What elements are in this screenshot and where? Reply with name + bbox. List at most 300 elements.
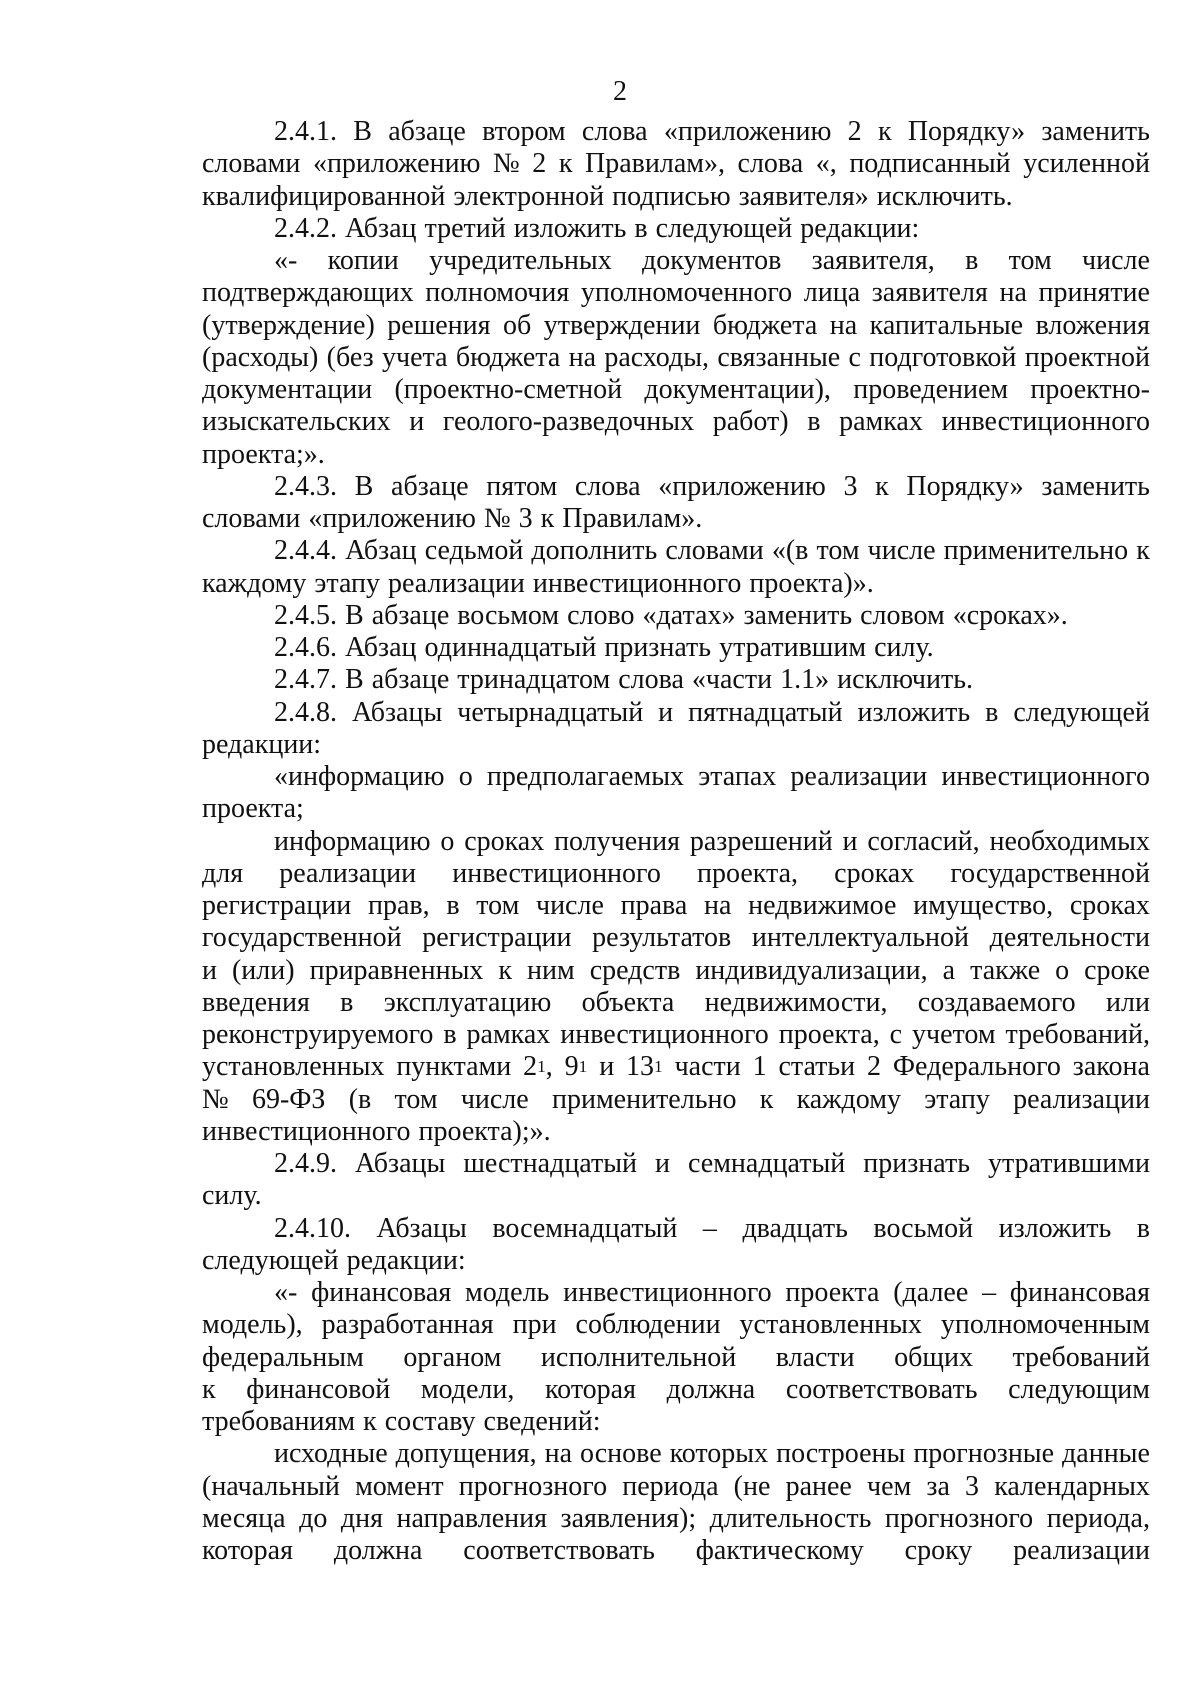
word: абзаце xyxy=(388,116,466,147)
text-line xyxy=(202,1438,1150,1470)
word: утратившими xyxy=(988,1148,1150,1179)
word: проекта; xyxy=(202,793,304,825)
word: словом xyxy=(860,599,945,631)
word: квалифицированной xyxy=(202,180,446,212)
text-line xyxy=(202,1084,1150,1116)
word: том xyxy=(816,535,860,567)
word: 2.4.5. xyxy=(274,599,337,631)
word: недвижимости, xyxy=(704,986,888,1018)
word: построены xyxy=(776,1438,906,1470)
word: проекта)». xyxy=(749,567,874,599)
text-line xyxy=(202,729,1150,761)
superscript: 1 xyxy=(578,1056,588,1076)
word: том xyxy=(1008,245,1052,276)
word: том xyxy=(476,890,520,921)
text-line xyxy=(202,826,1150,858)
word: власти xyxy=(775,1341,855,1373)
word: также xyxy=(970,954,1041,986)
word: 2.4.8. xyxy=(274,696,337,728)
text-line xyxy=(202,439,1150,471)
text-line xyxy=(202,1116,1150,1148)
text-line xyxy=(202,116,1150,148)
word: 2.4.9. xyxy=(274,1148,337,1179)
word: реализации xyxy=(388,567,525,599)
word: момент xyxy=(355,1470,444,1502)
word: подтверждающих xyxy=(202,277,414,309)
text-line xyxy=(202,890,1150,922)
word: деятельности xyxy=(989,922,1150,954)
word: проекта);». xyxy=(418,1115,551,1147)
word: составу xyxy=(384,1406,476,1437)
word: сведений: xyxy=(483,1406,601,1437)
word: заявителя xyxy=(871,277,988,309)
word: применительно xyxy=(943,535,1129,567)
word: к xyxy=(877,116,892,147)
word: Абзац xyxy=(345,535,417,567)
word: «приложению xyxy=(658,470,826,502)
word: 2.4.6. xyxy=(274,632,337,663)
word: и xyxy=(202,954,217,986)
word: абзаце xyxy=(371,599,450,631)
word: и xyxy=(655,1148,671,1179)
word: полномочия xyxy=(425,277,570,309)
word: словами xyxy=(665,535,764,567)
word: прогнозные xyxy=(913,1438,1055,1470)
text-line xyxy=(202,858,1150,890)
text-line xyxy=(202,697,1150,729)
word: следующей xyxy=(202,1244,339,1276)
word: «датах» xyxy=(642,599,736,631)
word: каждому xyxy=(796,1083,901,1115)
text-line xyxy=(202,1213,1150,1245)
word: втором xyxy=(482,116,566,147)
word: признать xyxy=(863,1148,971,1179)
word: введения xyxy=(202,986,310,1018)
word: проектной xyxy=(1024,341,1150,373)
word: третий xyxy=(424,212,506,244)
word: интеллектуальной xyxy=(751,922,970,954)
word: инвестиционного xyxy=(941,406,1150,438)
word: силу. xyxy=(202,1180,262,1212)
word: следующей xyxy=(655,212,793,244)
word: к xyxy=(202,1373,216,1405)
word: сроках xyxy=(464,825,545,857)
word: подписью xyxy=(612,180,731,212)
text-line xyxy=(202,955,1150,987)
word: допущения, xyxy=(395,1438,537,1470)
word: «приложению xyxy=(308,503,476,534)
word: к xyxy=(875,470,889,502)
word: подготовкой xyxy=(869,341,1017,373)
word: в xyxy=(985,696,999,728)
word: числе xyxy=(460,1083,529,1115)
word: проектно- xyxy=(1030,374,1150,405)
word: этапу xyxy=(314,567,381,599)
word: восемнадцатый xyxy=(492,1212,678,1244)
word: закона xyxy=(1072,1051,1150,1083)
word: (проектно-сметной xyxy=(394,374,623,405)
word: финансовой xyxy=(246,1373,391,1405)
word: установленных xyxy=(739,1309,922,1341)
word: учетом xyxy=(912,1019,996,1050)
word: В xyxy=(345,599,364,631)
word: № xyxy=(202,1083,229,1115)
word: пунктами xyxy=(396,1051,512,1083)
word: в xyxy=(807,406,821,438)
word: до xyxy=(299,1502,328,1534)
word: «, xyxy=(815,148,837,180)
word: Порядку» xyxy=(907,116,1026,147)
word: на xyxy=(568,341,597,373)
word: исполнительной xyxy=(540,1341,737,1373)
word: проекта xyxy=(785,1277,880,1308)
text-line xyxy=(202,1245,1150,1277)
word: реализации xyxy=(1013,1083,1150,1115)
word: при xyxy=(512,1309,557,1341)
text-line xyxy=(202,1503,1150,1535)
text-line xyxy=(202,632,1150,664)
word: решения xyxy=(387,309,491,341)
word: заменить xyxy=(743,599,853,631)
word: получения xyxy=(554,825,681,857)
word: – xyxy=(982,1277,997,1308)
word: редакции: xyxy=(800,212,920,244)
text-line xyxy=(202,1342,1150,1374)
word: инвестиционного xyxy=(532,567,742,599)
word: федеральным xyxy=(202,1341,364,1373)
word: заменить xyxy=(1041,116,1150,147)
word: заменить xyxy=(1041,470,1150,502)
word: о xyxy=(1055,954,1070,986)
word: копии xyxy=(327,245,399,276)
word: объекта xyxy=(581,986,675,1018)
word: разработанная xyxy=(321,1309,494,1341)
word: изложить xyxy=(998,1212,1112,1244)
word: числе xyxy=(867,535,936,567)
text-line xyxy=(202,374,1150,406)
word: о xyxy=(458,761,473,792)
word: документов xyxy=(642,245,782,276)
word: инвестиционного xyxy=(202,1115,411,1147)
word: тринадцатом xyxy=(457,664,611,696)
word: части xyxy=(674,1051,741,1083)
word: (без xyxy=(326,341,374,373)
word: реализации xyxy=(279,857,417,889)
text-line xyxy=(202,1019,1150,1051)
word: сроках xyxy=(834,857,915,889)
word: в xyxy=(340,986,354,1018)
word: Абзацы xyxy=(351,696,443,728)
word: дня xyxy=(340,1502,383,1534)
word: к xyxy=(363,1406,377,1437)
word: которая xyxy=(202,1535,293,1566)
word: вложения xyxy=(1035,309,1150,341)
word: документации), xyxy=(644,374,831,405)
word: расходы, xyxy=(604,341,710,373)
word: «части xyxy=(691,664,773,696)
word: «приложению xyxy=(663,116,832,147)
word: об xyxy=(503,309,532,341)
word: прав, xyxy=(367,890,430,921)
word: электронной xyxy=(453,180,605,212)
word: индивидуализации, xyxy=(695,954,928,986)
word: утратившим xyxy=(719,632,867,663)
word: слова xyxy=(737,148,804,180)
text-line xyxy=(202,342,1150,374)
word: основе xyxy=(580,1438,662,1470)
word: финансовая xyxy=(311,1277,452,1308)
word: и xyxy=(599,1051,615,1083)
word: редакции: xyxy=(202,728,322,760)
word: финансовая xyxy=(1009,1277,1150,1308)
word: за xyxy=(926,1470,950,1502)
word: редакции: xyxy=(346,1244,466,1276)
word: или xyxy=(1105,986,1150,1018)
word: модели, xyxy=(420,1373,515,1405)
word: 2.4.1. xyxy=(274,116,337,147)
word: В xyxy=(345,664,364,696)
word: и xyxy=(658,696,674,728)
word: слова xyxy=(618,664,684,696)
word: «приложению xyxy=(312,148,481,180)
superscript: 1 xyxy=(654,1056,663,1076)
word: Федерального xyxy=(892,1051,1061,1083)
word: чем xyxy=(867,1470,912,1502)
word: реконструируемого xyxy=(202,1019,434,1050)
word: ним xyxy=(527,954,575,986)
word: о xyxy=(440,825,455,857)
word: $9^1$ xyxy=(564,1051,588,1083)
word: 2.4.4. xyxy=(274,535,337,567)
word: реализации xyxy=(1013,1535,1150,1566)
text-line xyxy=(202,987,1150,1019)
word: абзаце xyxy=(391,470,469,502)
text-line xyxy=(202,1180,1150,1212)
text-line xyxy=(202,922,1150,954)
word: регистрации xyxy=(202,890,352,921)
word: к xyxy=(540,503,555,534)
word: абзаце xyxy=(371,664,450,696)
word: 2 xyxy=(532,148,547,180)
word: № xyxy=(483,503,511,534)
word: силу. xyxy=(874,632,934,663)
word: «(в xyxy=(771,535,809,567)
word: необходимых xyxy=(989,825,1150,857)
word: должна xyxy=(666,1373,756,1405)
word: согласий, xyxy=(867,825,980,857)
word: общих xyxy=(894,1341,973,1373)
word: «информацию xyxy=(274,761,445,792)
word: соответствовать xyxy=(785,1373,978,1405)
word: слово xyxy=(567,599,635,631)
word: Правилам». xyxy=(562,503,703,534)
word: Абзац xyxy=(345,632,417,663)
text-line xyxy=(202,600,1150,632)
word: (утверждение) xyxy=(202,309,375,341)
word: изложить xyxy=(513,212,627,244)
word: месяца xyxy=(202,1502,286,1534)
text-line xyxy=(202,1148,1150,1180)
word: с xyxy=(848,341,861,373)
text-line xyxy=(202,1406,1150,1438)
word: которая xyxy=(545,1373,636,1405)
word: капитальные xyxy=(869,309,1024,341)
word: 2.4.2. xyxy=(274,212,337,244)
word: «- xyxy=(274,245,298,276)
word: реализации xyxy=(790,761,928,792)
text-line xyxy=(202,245,1150,277)
text-line xyxy=(202,568,1150,600)
word: инвестиционного xyxy=(452,857,661,889)
word: Порядку» xyxy=(906,470,1024,502)
text-line xyxy=(202,1471,1150,1503)
word: (начальный xyxy=(202,1470,340,1502)
word: календарных xyxy=(994,1470,1150,1502)
word: модель xyxy=(465,1277,550,1308)
word: заявления); xyxy=(560,1502,697,1534)
word: права xyxy=(620,890,688,921)
word: числе xyxy=(1082,245,1150,276)
word: средств xyxy=(589,954,681,986)
word: связанные xyxy=(717,341,841,373)
word: которых xyxy=(669,1438,769,1470)
word: заявителя» xyxy=(738,180,869,212)
word: модель), xyxy=(202,1309,303,1341)
word: Правилам», xyxy=(585,148,725,180)
word: требований xyxy=(1012,1341,1150,1373)
text-line xyxy=(202,761,1150,793)
word: уполномоченным xyxy=(940,1309,1150,1341)
word: и xyxy=(409,406,425,438)
word: сроку xyxy=(904,1535,973,1566)
word: Абзацы xyxy=(376,1212,467,1244)
word: В xyxy=(353,116,372,147)
word: должна xyxy=(333,1535,423,1566)
text-line xyxy=(202,535,1150,567)
word: имущество, xyxy=(913,890,1054,921)
word: требованиям xyxy=(202,1406,356,1437)
word: 2 xyxy=(847,116,862,147)
superscript: 1 xyxy=(537,1056,546,1076)
word: разрешений xyxy=(689,825,833,857)
text-line xyxy=(202,148,1150,180)
word: государственной xyxy=(202,922,402,954)
word: результатов xyxy=(592,922,732,954)
word: недвижимое xyxy=(748,890,897,921)
word: рамках xyxy=(466,1019,551,1050)
word: исключить. xyxy=(876,180,1013,212)
word: усиленной xyxy=(1023,148,1150,180)
word: направления xyxy=(396,1502,548,1534)
word: установленных xyxy=(202,1051,385,1083)
word: – xyxy=(702,1212,717,1244)
word: бюджета xyxy=(712,309,818,341)
word: данные xyxy=(1062,1438,1150,1470)
word: этапу xyxy=(924,1083,990,1115)
word: каждому xyxy=(202,567,307,599)
word: 2.4.7. xyxy=(274,664,337,696)
word: применительно xyxy=(551,1083,737,1115)
word: 2.4.3. xyxy=(274,470,337,502)
word: восьмом xyxy=(457,599,560,631)
word: 69-ФЗ xyxy=(251,1083,326,1115)
word: создаваемого xyxy=(917,986,1076,1018)
word: органом xyxy=(403,1341,502,1373)
word: $2^1$, xyxy=(523,1051,553,1083)
text-line xyxy=(202,1051,1150,1083)
word: геолого-разведочных xyxy=(442,406,695,438)
word: инвестиционного xyxy=(560,1019,769,1050)
text-line xyxy=(202,503,1150,535)
word: лица xyxy=(803,277,861,309)
text-line xyxy=(202,793,1150,825)
word: том xyxy=(394,1083,438,1115)
word: следующим xyxy=(1008,1373,1150,1405)
text-line xyxy=(202,213,1150,245)
word: пятом xyxy=(486,470,558,502)
word: статьи xyxy=(778,1051,856,1083)
word: соответствовать xyxy=(463,1535,655,1566)
word: требований, xyxy=(1005,1019,1150,1050)
word: четырнадцатый xyxy=(457,696,644,728)
word: к xyxy=(759,1083,774,1115)
word: государственной xyxy=(950,857,1150,889)
word: двадцать xyxy=(742,1212,848,1244)
word: рамках xyxy=(839,406,923,438)
word: бюджета xyxy=(455,341,561,373)
word: семнадцатый xyxy=(688,1148,846,1179)
word: ранее xyxy=(785,1470,852,1502)
word: (далее xyxy=(893,1277,969,1308)
word: в xyxy=(965,245,979,276)
word: В xyxy=(354,470,374,502)
word: проекта, xyxy=(778,1019,880,1050)
word: периода xyxy=(622,1470,719,1502)
word: заявителя, xyxy=(811,245,935,276)
word: «- xyxy=(274,1277,298,1308)
word: Абзац xyxy=(345,212,417,244)
word: к xyxy=(1136,535,1150,567)
word: для xyxy=(202,857,244,889)
word: учета xyxy=(382,341,448,373)
word: «сроках». xyxy=(952,599,1068,631)
word: одиннадцатый xyxy=(424,632,597,663)
text-line xyxy=(202,1309,1150,1341)
word: документации xyxy=(202,374,373,405)
word: (расходы) xyxy=(202,341,319,373)
text-line xyxy=(202,471,1150,503)
word: слова xyxy=(581,116,648,147)
text-line xyxy=(202,1374,1150,1406)
word: инвестиционного xyxy=(941,761,1150,792)
word: на xyxy=(829,309,858,341)
word: сроках xyxy=(1069,890,1150,921)
word: уполномоченного xyxy=(580,277,793,309)
word: прогнозного xyxy=(884,1502,1034,1534)
word: и xyxy=(842,825,858,857)
word: на xyxy=(703,890,732,921)
word: регистрации xyxy=(422,922,572,954)
word: числе xyxy=(535,890,604,921)
text-line xyxy=(202,277,1150,309)
word: 1 xyxy=(752,1051,767,1083)
word: 2 xyxy=(867,1051,882,1083)
word: принятие xyxy=(1038,277,1150,309)
word: периода, xyxy=(1046,1502,1150,1534)
word: 3 xyxy=(843,470,858,502)
word: предполагаемых xyxy=(486,761,685,792)
word: словами xyxy=(202,503,301,534)
